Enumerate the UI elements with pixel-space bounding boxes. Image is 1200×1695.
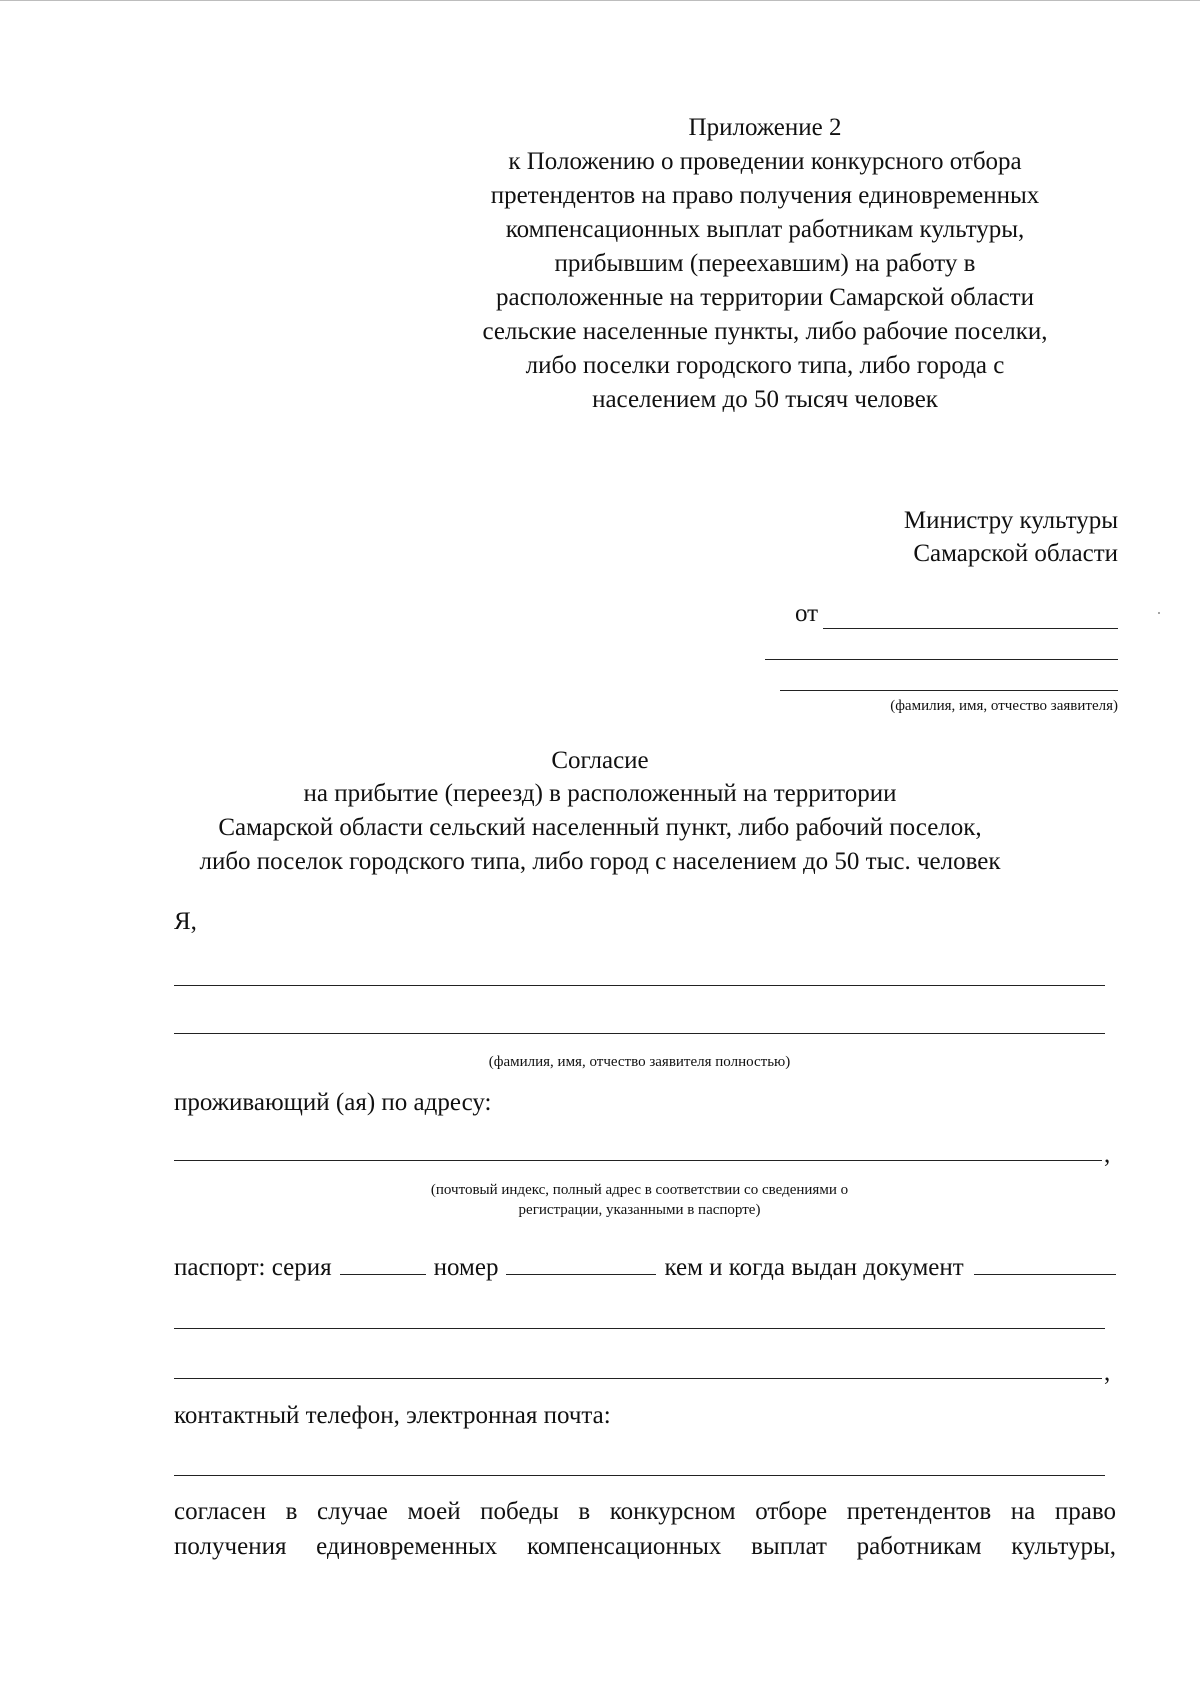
- appendix-line: либо поселки городского типа, либо города с: [525, 352, 1005, 379]
- applicant-name-field[interactable]: [765, 659, 1118, 660]
- agreement-text-line: получения единовременных компенсационных выплат работникам культуры,: [174, 1533, 1116, 1560]
- scan-speck: [1158, 612, 1160, 614]
- document-subtitle: либо поселок городского типа, либо город с населением до 50 тыс. человек: [199, 848, 1001, 875]
- address-label: проживающий (ая) по адресу:: [174, 1089, 492, 1116]
- addressee-line: Министру культуры: [903, 507, 1118, 534]
- addressee-line: Самарской области: [913, 540, 1118, 567]
- address-comma: ,: [1104, 1141, 1111, 1168]
- passport-series-field[interactable]: [340, 1252, 426, 1275]
- appendix-line: населением до 50 тысяч человек: [592, 386, 938, 413]
- appendix-line: к Положению о проведении конкурсного отбора: [508, 148, 1022, 175]
- full-name-caption: (фамилия, имя, отчество заявителя полностью): [488, 1054, 791, 1070]
- passport-number-label: номер: [433, 1254, 499, 1281]
- address-caption: (почтовый индекс, полный адрес в соответствии со сведениями о: [430, 1182, 849, 1198]
- passport-issued-field[interactable]: [174, 1328, 1105, 1329]
- i-label: Я,: [174, 908, 197, 935]
- passport-row: [174, 1252, 1116, 1284]
- from-label: от: [795, 600, 819, 627]
- full-name-field[interactable]: [174, 985, 1105, 986]
- address-caption: регистрации, указанными в паспорте): [518, 1202, 761, 1218]
- document-subtitle: на прибытие (переезд) в расположенный на территории: [303, 780, 897, 807]
- passport-number-field[interactable]: [506, 1252, 656, 1275]
- address-field[interactable]: [174, 1160, 1102, 1161]
- agreement-text-line: согласен в случае моей победы в конкурсном отборе претендентов на право: [174, 1498, 1116, 1525]
- passport-issued-label: кем и когда выдан документ: [664, 1254, 964, 1281]
- applicant-name-field[interactable]: [780, 690, 1118, 691]
- appendix-line: претендентов на право получения единовременных: [490, 182, 1040, 209]
- contact-field[interactable]: [174, 1475, 1105, 1476]
- passport-comma: ,: [1104, 1359, 1111, 1386]
- page-top-border: [0, 0, 1200, 1]
- full-name-field[interactable]: [174, 1033, 1105, 1034]
- passport-issued-field[interactable]: [974, 1252, 1116, 1275]
- passport-series-label: паспорт: серия: [174, 1254, 332, 1281]
- appendix-line: расположенные на территории Самарской области: [496, 284, 1034, 311]
- appendix-line: сельские населенные пункты, либо рабочие поселки,: [482, 318, 1048, 345]
- document-subtitle: Самарской области сельский населенный пункт, либо рабочий поселок,: [218, 814, 982, 841]
- appendix-line: компенсационных выплат работникам культуры,: [505, 216, 1025, 243]
- document-heading: Согласие: [551, 747, 649, 774]
- applicant-caption: (фамилия, имя, отчество заявителя): [890, 698, 1118, 714]
- applicant-name-field[interactable]: [823, 628, 1118, 629]
- passport-issued-field[interactable]: [174, 1378, 1102, 1379]
- appendix-line: прибывшим (переехавшим) на работу в: [554, 250, 976, 277]
- contact-label: контактный телефон, электронная почта:: [174, 1402, 611, 1429]
- appendix-title: Приложение 2: [688, 114, 842, 141]
